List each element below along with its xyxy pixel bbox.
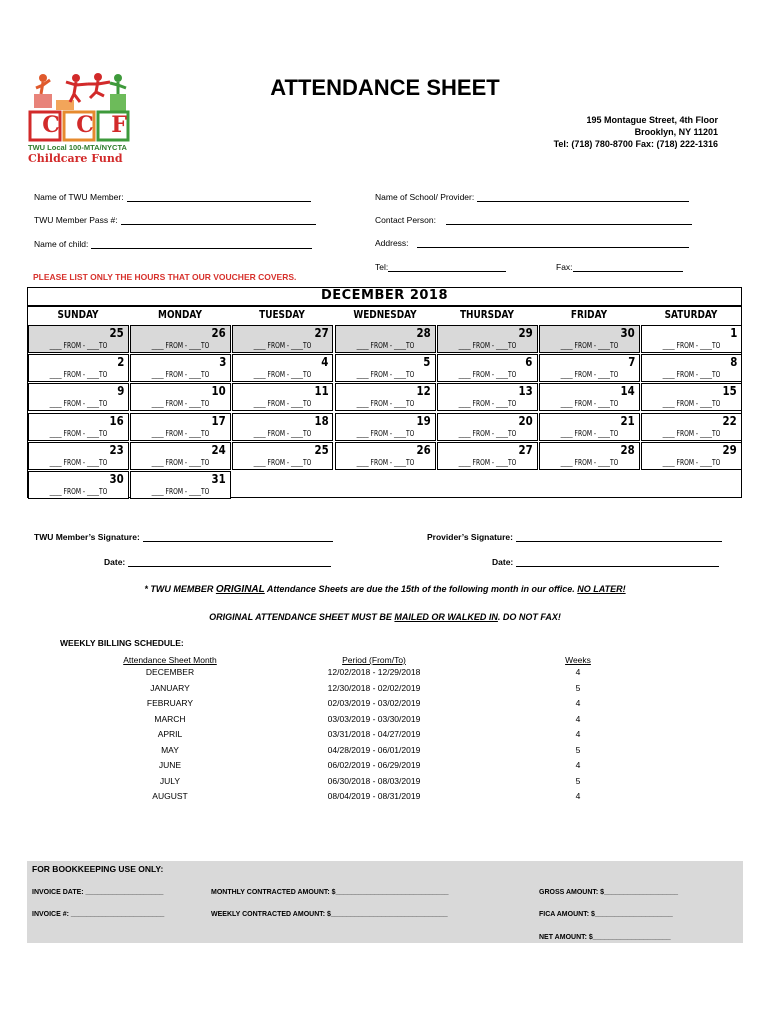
- day-number: 5: [423, 355, 431, 370]
- calendar-day-cell[interactable]: [335, 325, 436, 353]
- from-to-hours[interactable]: ____ FROM - ____TO: [49, 487, 108, 496]
- from-to-hours[interactable]: ____ FROM - ____TO: [560, 457, 619, 467]
- mail-notice: [0, 612, 770, 622]
- day-number: 31: [211, 472, 227, 486]
- from-to-hours[interactable]: ____ FROM - ____TO: [356, 370, 414, 380]
- provider-date-line[interactable]: [516, 557, 719, 567]
- day-number: 23: [109, 442, 124, 457]
- schedule-weeks: 4: [575, 667, 581, 677]
- bookkeeping-heading: FOR BOOKKEEPING USE ONLY:: [32, 864, 164, 874]
- calendar-day-cell[interactable]: [539, 383, 640, 411]
- weekday-thursday: THURSDAY: [459, 309, 514, 321]
- due-text-c: Attendance Sheets are due the 15th of the following month in our office.: [264, 584, 578, 594]
- from-to-hours[interactable]: ____ FROM - ____TO: [253, 428, 312, 438]
- school-field[interactable]: [375, 192, 689, 202]
- fax-label: Fax:: [556, 262, 573, 272]
- from-to-hours[interactable]: ____ FROM - ____TO: [662, 457, 721, 467]
- member-date-line[interactable]: [128, 557, 331, 567]
- weekday-monday: MONDAY: [158, 309, 203, 321]
- day-number: 24: [211, 442, 227, 457]
- member-name-label: Name of TWU Member:: [34, 192, 124, 202]
- from-to-hours[interactable]: ____ FROM - ____TO: [49, 370, 108, 380]
- day-number: 17: [211, 413, 227, 428]
- schedule-period: 03/03/2019 - 03/30/2019: [327, 713, 421, 724]
- calendar-day-cell[interactable]: [539, 354, 640, 382]
- calendar-day-cell[interactable]: [335, 383, 436, 411]
- calendar-day-cell[interactable]: [130, 325, 231, 353]
- weekday-friday: FRIDAY: [570, 309, 608, 321]
- from-to-hours[interactable]: ____ FROM - ____TO: [458, 341, 517, 350]
- mail-text-a: ORIGINAL ATTENDANCE SHEET MUST BE: [209, 612, 395, 622]
- from-to-hours[interactable]: ____ FROM - ____TO: [49, 399, 108, 409]
- schedule-weeks: 5: [575, 775, 581, 786]
- calendar-day-cell[interactable]: [28, 354, 129, 382]
- schedule-weeks: 5: [575, 682, 581, 693]
- weekday-saturday: SATURDAY: [664, 309, 718, 321]
- address-line3: Tel: (718) 780-8700 Fax: (718) 222-1316: [553, 139, 718, 149]
- calendar-day-cell[interactable]: [437, 413, 538, 441]
- address-line2: Brooklyn, NY 11201: [634, 127, 718, 137]
- day-number: 26: [416, 442, 431, 457]
- calendar-day-cell[interactable]: [437, 442, 538, 470]
- day-number: 29: [518, 326, 533, 340]
- due-text-d: NO LATER!: [577, 584, 626, 594]
- from-to-hours[interactable]: ____ FROM - ____TO: [662, 370, 721, 380]
- schedule-month: FEBRUARY: [146, 698, 194, 708]
- from-to-hours[interactable]: ____ FROM - ____TO: [49, 457, 108, 467]
- calendar-day-cell[interactable]: [232, 325, 333, 353]
- provider-signature-field[interactable]: [427, 532, 722, 542]
- member-name-line[interactable]: [127, 192, 311, 202]
- schedule-month: APRIL: [157, 729, 183, 739]
- schedule-col-weeks: Weeks: [565, 655, 591, 665]
- tel-label: Tel:: [375, 262, 389, 272]
- member-date-field[interactable]: [104, 557, 331, 567]
- day-number: 18: [314, 413, 329, 428]
- from-to-hours[interactable]: ____ FROM - ____TO: [151, 370, 210, 380]
- schedule-month: JULY: [159, 775, 181, 786]
- day-number: 20: [518, 413, 533, 428]
- calendar-title: DECEMBER 2018: [320, 288, 449, 303]
- weekday-sunday: SUNDAY: [57, 309, 99, 321]
- contact-field[interactable]: [375, 215, 692, 225]
- from-to-hours[interactable]: ____ FROM - ____TO: [356, 428, 414, 438]
- day-number: 9: [116, 384, 124, 399]
- pass-line[interactable]: [121, 215, 316, 225]
- member-signature-field[interactable]: [34, 532, 333, 542]
- day-number: 25: [314, 442, 329, 457]
- day-number: 27: [518, 442, 533, 457]
- pass-label: TWU Member Pass #:: [34, 215, 118, 225]
- day-number: 15: [722, 384, 738, 399]
- member-date-label: Date:: [104, 557, 126, 567]
- school-line[interactable]: [477, 192, 689, 202]
- schedule-weeks: 4: [575, 698, 581, 708]
- schedule-month: AUGUST: [152, 791, 188, 801]
- from-to-hours[interactable]: ____ FROM - ____TO: [458, 370, 517, 380]
- from-to-hours[interactable]: ____ FROM - ____TO: [458, 457, 517, 467]
- from-to-hours[interactable]: ____ FROM - ____TO: [560, 370, 619, 380]
- day-number: 30: [620, 326, 635, 340]
- calendar-day-cell[interactable]: [539, 325, 640, 353]
- calendar-day-cell[interactable]: [232, 442, 333, 470]
- from-to-hours[interactable]: ____ FROM - ____TO: [356, 457, 414, 467]
- from-to-hours[interactable]: ____ FROM - ____TO: [253, 399, 312, 409]
- calendar-day-cell[interactable]: [130, 442, 231, 470]
- fica-amount-field[interactable]: FICA AMOUNT: $____________________: [539, 911, 673, 918]
- calendar-day-cell[interactable]: [130, 413, 231, 441]
- due-notice: [0, 584, 770, 595]
- from-to-hours[interactable]: ____ FROM - ____TO: [662, 341, 721, 350]
- calendar-divider: [27, 305, 742, 307]
- day-number: 8: [730, 355, 738, 370]
- address-line1: 195 Montague Street, 4th Floor: [586, 115, 718, 125]
- from-to-hours[interactable]: ____ FROM - ____TO: [560, 428, 619, 438]
- from-to-hours[interactable]: ____ FROM - ____TO: [253, 457, 312, 467]
- from-to-hours[interactable]: ____ FROM - ____TO: [151, 399, 210, 409]
- from-to-hours[interactable]: ____ FROM - ____TO: [151, 457, 210, 467]
- calendar-day-cell[interactable]: [232, 413, 333, 441]
- day-number: 2: [116, 355, 124, 370]
- tel-line[interactable]: [388, 262, 506, 272]
- weekly-amount-field[interactable]: WEEKLY CONTRACTED AMOUNT: $______________________________: [211, 911, 448, 918]
- address-field[interactable]: [375, 238, 689, 248]
- calendar-day-cell[interactable]: [641, 354, 742, 382]
- calendar-day-cell[interactable]: [28, 383, 129, 411]
- page-title: ATTENDANCE SHEET: [270, 75, 500, 100]
- school-label: Name of School/ Provider:: [375, 192, 475, 202]
- schedule-period: 06/30/2018 - 08/03/2019: [327, 775, 421, 786]
- day-number: 22: [722, 413, 738, 428]
- schedule-month: JUNE: [158, 760, 182, 770]
- due-text-a: * TWU MEMBER: [144, 584, 216, 594]
- schedule-month: JANUARY: [150, 682, 190, 693]
- schedule-heading: WEEKLY BILLING SCHEDULE:: [60, 638, 184, 648]
- calendar-day-cell[interactable]: [437, 383, 538, 411]
- schedule-period: 03/31/2018 - 04/27/2019: [327, 729, 421, 739]
- office-address: [554, 114, 718, 150]
- schedule-month: DECEMBER: [145, 667, 195, 677]
- member-name-field[interactable]: [34, 192, 311, 202]
- invoice-date-field[interactable]: INVOICE DATE: ____________________: [32, 889, 164, 896]
- calendar-day-cell[interactable]: [335, 442, 436, 470]
- schedule-weeks: 4: [575, 791, 581, 801]
- calendar-day-cell[interactable]: [437, 354, 538, 382]
- day-number: 12: [416, 384, 431, 399]
- day-number: 27: [314, 326, 329, 340]
- from-to-hours[interactable]: ____ FROM - ____TO: [458, 428, 517, 438]
- calendar-day-cell[interactable]: [437, 325, 538, 353]
- schedule-month: MAY: [161, 744, 179, 755]
- schedule-col-period: Period (From/To): [342, 655, 406, 665]
- day-number: 26: [211, 326, 227, 340]
- calendar-day-cell[interactable]: [28, 442, 129, 470]
- logo-letter-f: F: [111, 112, 127, 138]
- schedule-weeks: 4: [575, 713, 581, 724]
- day-number: 3: [219, 355, 227, 370]
- schedule-weeks: 5: [575, 744, 581, 755]
- day-number: 4: [321, 355, 329, 370]
- child-label: Name of child:: [34, 239, 89, 249]
- contact-line[interactable]: [446, 215, 692, 225]
- schedule-month: MARCH: [154, 713, 186, 724]
- gross-amount-field[interactable]: GROSS AMOUNT: $___________________: [539, 889, 679, 896]
- from-to-hours[interactable]: ____ FROM - ____TO: [662, 428, 721, 438]
- day-number: 29: [722, 442, 738, 457]
- from-to-hours[interactable]: ____ FROM - ____TO: [253, 341, 312, 350]
- logo-letter-c1: C: [42, 112, 60, 138]
- day-number: 28: [620, 442, 635, 457]
- day-number: 13: [518, 384, 533, 399]
- day-number: 30: [109, 472, 124, 486]
- mail-text-c: . DO NOT FAX!: [497, 612, 561, 622]
- schedule-col-month: Attendance Sheet Month: [123, 655, 217, 665]
- invoice-number-field[interactable]: INVOICE #: ________________________: [32, 911, 165, 918]
- calendar-day-cell[interactable]: [335, 354, 436, 382]
- pass-field[interactable]: [34, 215, 316, 225]
- calendar-day-cell[interactable]: [232, 383, 333, 411]
- schedule-period: 04/28/2019 - 06/01/2019: [327, 744, 421, 755]
- schedule-weeks: 4: [575, 760, 581, 770]
- from-to-hours[interactable]: ____ FROM - ____TO: [356, 341, 414, 350]
- provider-signature-line[interactable]: [516, 532, 722, 542]
- from-to-hours[interactable]: ____ FROM - ____TO: [151, 487, 210, 496]
- day-number: 19: [416, 413, 431, 428]
- tel-field[interactable]: [375, 262, 506, 272]
- schedule-period: 08/04/2019 - 08/31/2019: [327, 791, 421, 801]
- schedule-weeks: 4: [575, 729, 581, 739]
- fax-field[interactable]: [556, 262, 683, 272]
- logo-letter-c2: C: [76, 112, 94, 138]
- weekday-wednesday: WEDNESDAY: [352, 309, 417, 321]
- from-to-hours[interactable]: ____ FROM - ____TO: [49, 428, 108, 438]
- from-to-hours[interactable]: ____ FROM - ____TO: [49, 341, 108, 350]
- contact-label: Contact Person:: [375, 215, 436, 225]
- schedule-period: 12/02/2018 - 12/29/2018: [327, 667, 421, 677]
- provider-signature-label: Provider’s Signature:: [427, 532, 513, 542]
- calendar-day-cell[interactable]: [232, 354, 333, 382]
- weekday-tuesday: TUESDAY: [259, 309, 306, 321]
- net-amount-field[interactable]: NET AMOUNT: $____________________: [539, 934, 671, 941]
- member-signature-line[interactable]: [143, 532, 333, 542]
- monthly-amount-field[interactable]: MONTHLY CONTRACTED AMOUNT: $_____________________________: [211, 889, 449, 896]
- from-to-hours[interactable]: ____ FROM - ____TO: [458, 399, 517, 409]
- logo-line1: TWU Local 100-MTA/NYCTA: [28, 143, 127, 152]
- voucher-notice: PLEASE LIST ONLY THE HOURS THAT OUR VOUCHER COVERS.: [33, 272, 297, 282]
- child-line[interactable]: [91, 239, 312, 249]
- day-number: 25: [109, 326, 124, 340]
- day-number: 28: [416, 326, 431, 340]
- provider-date-field[interactable]: [492, 557, 719, 567]
- day-number: 7: [627, 355, 635, 370]
- address-line[interactable]: [417, 238, 689, 248]
- from-to-hours[interactable]: ____ FROM - ____TO: [356, 399, 414, 409]
- calendar-day-cell[interactable]: [641, 383, 742, 411]
- from-to-hours[interactable]: ____ FROM - ____TO: [560, 341, 619, 350]
- calendar-day-cell[interactable]: [539, 442, 640, 470]
- schedule-period: 06/02/2019 - 06/29/2019: [327, 760, 421, 770]
- provider-date-label: Date:: [492, 557, 514, 567]
- from-to-hours[interactable]: ____ FROM - ____TO: [560, 399, 619, 409]
- calendar-day-cell[interactable]: [641, 413, 742, 441]
- schedule-period: 12/30/2018 - 02/02/2019: [327, 682, 421, 693]
- calendar-day-cell[interactable]: [539, 413, 640, 441]
- member-signature-label: TWU Member’s Signature:: [34, 532, 140, 542]
- day-number: 6: [525, 355, 533, 370]
- day-number: 14: [620, 384, 635, 399]
- calendar-day-cell[interactable]: [28, 325, 129, 353]
- calendar-day-cell[interactable]: [335, 413, 436, 441]
- calendar-day-cell[interactable]: [28, 413, 129, 441]
- from-to-hours[interactable]: ____ FROM - ____TO: [151, 341, 210, 350]
- calendar-day-cell[interactable]: [130, 383, 231, 411]
- schedule-period: 02/03/2019 - 03/02/2019: [327, 698, 421, 708]
- calendar-day-cell[interactable]: [130, 354, 231, 382]
- child-field[interactable]: [34, 239, 312, 249]
- calendar-day-cell[interactable]: [130, 471, 231, 499]
- calendar-day-cell[interactable]: [28, 471, 129, 499]
- mail-text-b: MAILED OR WALKED IN: [394, 612, 498, 622]
- calendar-day-cell[interactable]: [641, 325, 742, 353]
- day-number: 11: [314, 384, 329, 399]
- day-number: 21: [620, 413, 635, 428]
- logo-line2: Childcare Fund: [28, 152, 123, 165]
- address-label: Address:: [375, 238, 409, 248]
- day-number: 10: [211, 384, 227, 399]
- from-to-hours[interactable]: ____ FROM - ____TO: [662, 399, 721, 409]
- fax-line[interactable]: [573, 262, 683, 272]
- from-to-hours[interactable]: ____ FROM - ____TO: [151, 428, 210, 438]
- from-to-hours[interactable]: ____ FROM - ____TO: [253, 370, 312, 380]
- due-text-b: ORIGINAL: [215, 584, 265, 595]
- day-number: 1: [730, 326, 738, 340]
- day-number: 16: [109, 413, 124, 428]
- calendar-day-cell[interactable]: [641, 442, 742, 470]
